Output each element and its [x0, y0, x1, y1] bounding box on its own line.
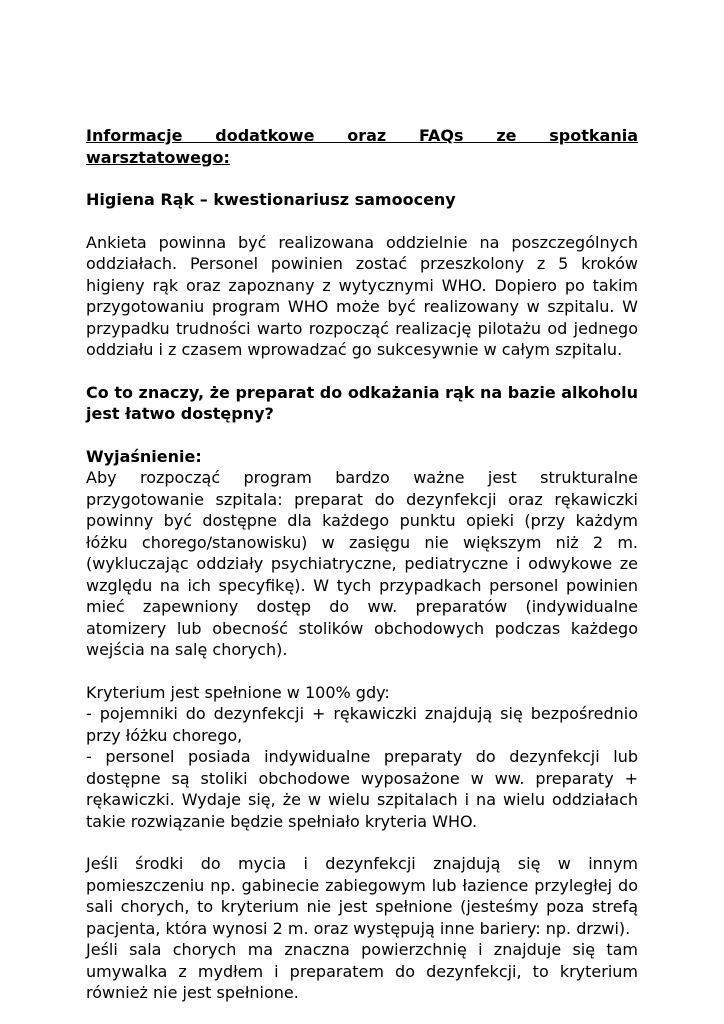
other-room-paragraph: Jeśli środki do mycia i dezynfekcji znajdują się w innym pomieszczeniu np. gabinecie zabiegowym lub łazience przyległej do sali chorych, to kryterium nie jest spełnione (jesteśmy poza strefą pacjenta, która wynosi 2 m. oraz występują inne bariery: np. drzwi). — [86, 854, 638, 938]
explanation-paragraph: Aby rozpocząć program bardzo ważne jest strukturalne przygotowanie szpitala: preparat do dezynfekcji oraz rękawiczki powinny być dostępne dla każdego punktu opieki (przy każdym łóżku chorego/stanowisku) w zasięgu nie większym niż 2 m. (wykluczając oddziały psychiatryczne, pediatryczne i odwykowe ze względu na ich specyfikę). W tych przypadkach personel powinien mieć zapewniony dostęp do ww. preparatów (indywidualne atomizery lub obecność stolików obchodowych podczas każdego wejścia na salę chorych). — [86, 468, 638, 659]
explanation-heading: Wyjaśnienie: — [86, 446, 202, 466]
document-page — [86, 125, 638, 1004]
criteria-item-1: - pojemniki do dezynfekcji + rękawiczki znajdują się bezpośrednio przy łóżku chorego, — [86, 704, 638, 745]
document-subtitle: Higiena Rąk – kwestionariusz samooceny — [86, 190, 456, 209]
criteria-intro: Kryterium jest spełnione w 100% gdy: — [86, 682, 390, 702]
intro-paragraph: Ankieta powinna być realizowana oddzielnie na poszczególnych oddziałach. Personel powinien zostać przeszkolony z 5 kroków higieny rąk oraz zapoznany z wytycznymi WHO. Dopiero po takim przygotowaniu program WHO może być realizowany w szpitalu. W przypadku trudności warto rozpocząć realizację pilotażu od jednego oddziału i z czasem wprowadzać go sukcesywnie w całym szpitalu. — [86, 232, 638, 359]
question-heading: Co to znaczy, że preparat do odkażania rąk na bazie alkoholu jest łatwo dostępny? — [86, 382, 638, 423]
document-title: Informacje dodatkowe oraz FAQs ze spotkania warsztatowego: — [86, 126, 638, 167]
large-room-paragraph: Jeśli sala chorych ma znaczna powierzchnię i znajduje się tam umywalka z mydłem i preparatem do dezynfekcji, to kryterium również nie jest spełnione. — [86, 940, 638, 1002]
criteria-item-2: - personel posiada indywidualne preparaty do dezynfekcji lub dostępne są stoliki obchodowe wyposażone w ww. preparaty + rękawiczki. Wydaje się, że w wielu szpitalach i na wielu oddziałach takie rozwiązanie będzie spełniało kryteria WHO. — [86, 747, 638, 831]
